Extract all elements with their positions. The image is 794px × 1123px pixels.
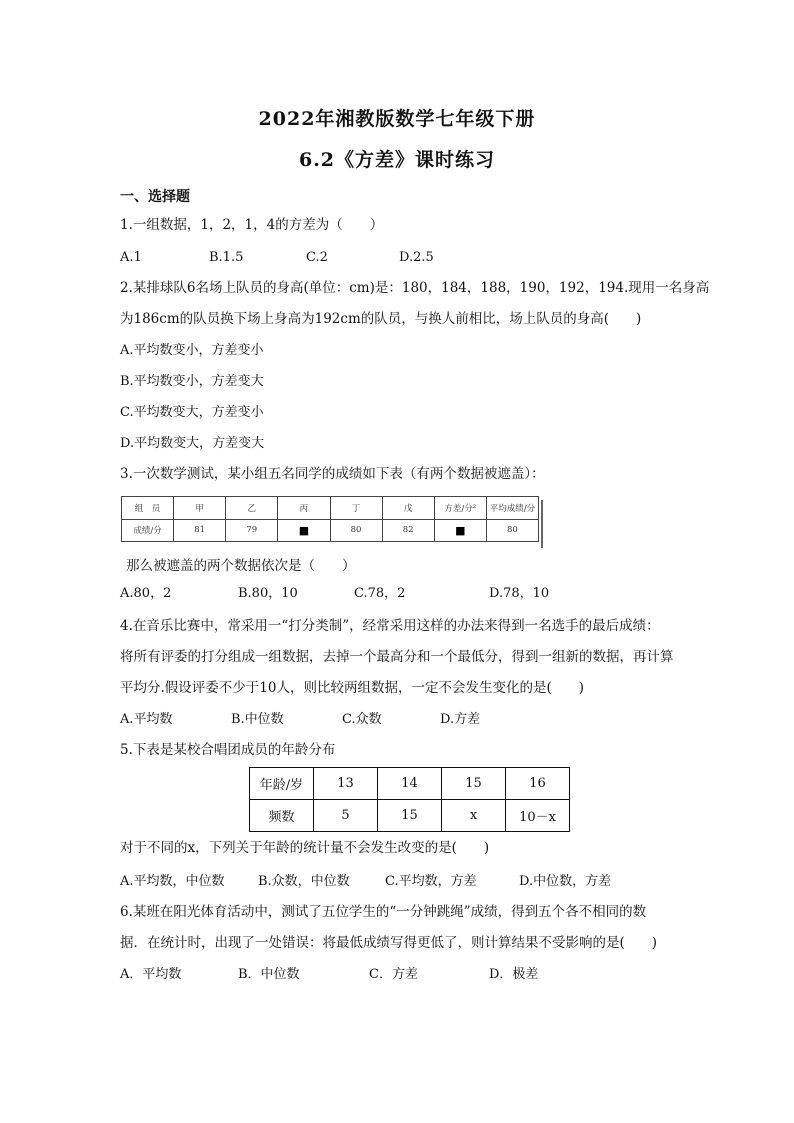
age-table-cell: 14: [378, 768, 442, 800]
q4-stem-line-2: 将所有评委的打分组成一组数据，去掉一个最高分和一个最低分，得到一组新的数据，再计算: [120, 649, 674, 665]
q3-question: 那么被遮盖的两个数据依次是（ ）: [126, 558, 356, 574]
age-table: [249, 767, 570, 832]
q1-option-a: A.1: [120, 250, 142, 265]
age-table-cell: 10－x: [506, 800, 570, 832]
age-table-cell: x: [442, 800, 506, 832]
covered-cell: ■: [434, 519, 486, 542]
q6-option-a: A．平均数: [120, 967, 182, 982]
age-table-cell: 13: [314, 768, 378, 800]
score-table-cell: 成绩/分: [122, 519, 174, 542]
q1-option-d: D.2.5: [399, 250, 434, 265]
score-table-cell: 组 员: [122, 497, 174, 520]
score-table-cell: 丁: [330, 497, 382, 520]
q4-stem-line-3: 平均分.假设评委不少于10人，则比较两组数据，一定不会发生变化的是( ): [120, 680, 585, 696]
q4-option-d: D.方差: [440, 712, 481, 727]
q2-option-c: C.平均数变大，方差变小: [120, 405, 264, 420]
q6-stem-line-2: 据．在统计时，出现了一处错误：将最低成绩写得更低了，则计算结果不受影响的是( ): [120, 935, 658, 951]
score-table-cell: 方差/分²: [434, 497, 486, 520]
score-table-cell: 平均成绩/分: [486, 497, 538, 520]
q6-option-b: B．中位数: [238, 967, 300, 982]
q2-option-a: A.平均数变小，方差变小: [120, 343, 264, 358]
q4-option-c: C.众数: [342, 712, 382, 727]
age-table-cell: 频数: [250, 800, 314, 832]
q6-stem-line-1: 6.某班在阳光体育活动中，测试了五位学生的“一分钟跳绳”成绩，得到五个各不相同的数: [120, 904, 647, 920]
score-table: [121, 496, 539, 542]
q5-option-a: A.平均数，中位数: [120, 874, 225, 889]
q1-option-c: C.2: [306, 250, 328, 265]
age-table-cell: 15: [442, 768, 506, 800]
covered-cell: ■: [278, 519, 330, 542]
score-table-cell: 80: [486, 519, 538, 542]
age-table-cell: 5: [314, 800, 378, 832]
document-subtitle: 6.2《方差》课时练习: [298, 149, 496, 171]
score-table-cell: 79: [226, 519, 278, 542]
score-table-cell: 82: [382, 519, 434, 542]
q5-option-d: D.中位数，方差: [519, 874, 612, 889]
q5-option-b: B.众数，中位数: [258, 874, 350, 889]
q2-stem-line-1: 2.某排球队6名场上队员的身高(单位：cm)是：180，184，188，190，192，194.现用一名身高: [120, 280, 710, 296]
q1-option-b: B.1.5: [209, 250, 244, 265]
score-table-cell: 乙: [226, 497, 278, 520]
age-table-cell: 16: [506, 768, 570, 800]
q5-question: 对于不同的x，下列关于年龄的统计量不会发生改变的是( ): [120, 840, 490, 856]
score-table-cell: 80: [330, 519, 382, 542]
score-table-data-row: [122, 519, 539, 542]
age-table-row: [250, 800, 570, 832]
score-table-cell: 甲: [174, 497, 226, 520]
q2-stem-line-2: 为186cm的队员换下场上身高为192cm的队员，与换人前相比，场上队员的身高( ): [120, 311, 642, 327]
age-table-cell: 年龄/岁: [250, 768, 314, 800]
q4-option-b: B.中位数: [231, 712, 284, 727]
q2-option-d: D.平均数变大，方差变大: [120, 436, 265, 451]
q3-option-a: A.80，2: [120, 586, 172, 601]
q4-stem-line-1: 4.在音乐比赛中，常采用一“打分类制”，经常采用这样的办法来得到一名选手的最后成绩：: [120, 618, 660, 634]
score-table-cell: 丙: [278, 497, 330, 520]
q3-option-d: D.78，10: [489, 586, 550, 601]
q6-option-c: C．方差: [369, 967, 418, 982]
score-table-header-row: [122, 497, 539, 520]
q3-option-b: B.80，10: [238, 586, 298, 601]
q5-stem: 5.下表是某校合唱团成员的年龄分布: [120, 742, 336, 758]
q5-option-c: C.平均数，方差: [385, 874, 477, 889]
q6-option-d: D．极差: [489, 967, 539, 982]
document-title: 2022年湘教版数学七年级下册: [258, 108, 536, 130]
q4-option-a: A.平均数: [120, 712, 173, 727]
scan-edge-line: [541, 500, 543, 548]
age-table-row: [250, 768, 570, 800]
q3-stem: 3.一次数学测试，某小组五名同学的成绩如下表（有两个数据被遮盖）：: [120, 466, 545, 482]
section-heading: 一、选择题: [120, 189, 190, 205]
q2-option-b: B.平均数变小，方差变大: [120, 374, 264, 389]
q1-stem: 1.一组数据，1，2，1，4的方差为（ ）: [120, 217, 384, 233]
age-table-cell: 15: [378, 800, 442, 832]
score-table-cell: 戊: [382, 497, 434, 520]
score-table-cell: 81: [174, 519, 226, 542]
q3-option-c: C.78，2: [354, 586, 406, 601]
